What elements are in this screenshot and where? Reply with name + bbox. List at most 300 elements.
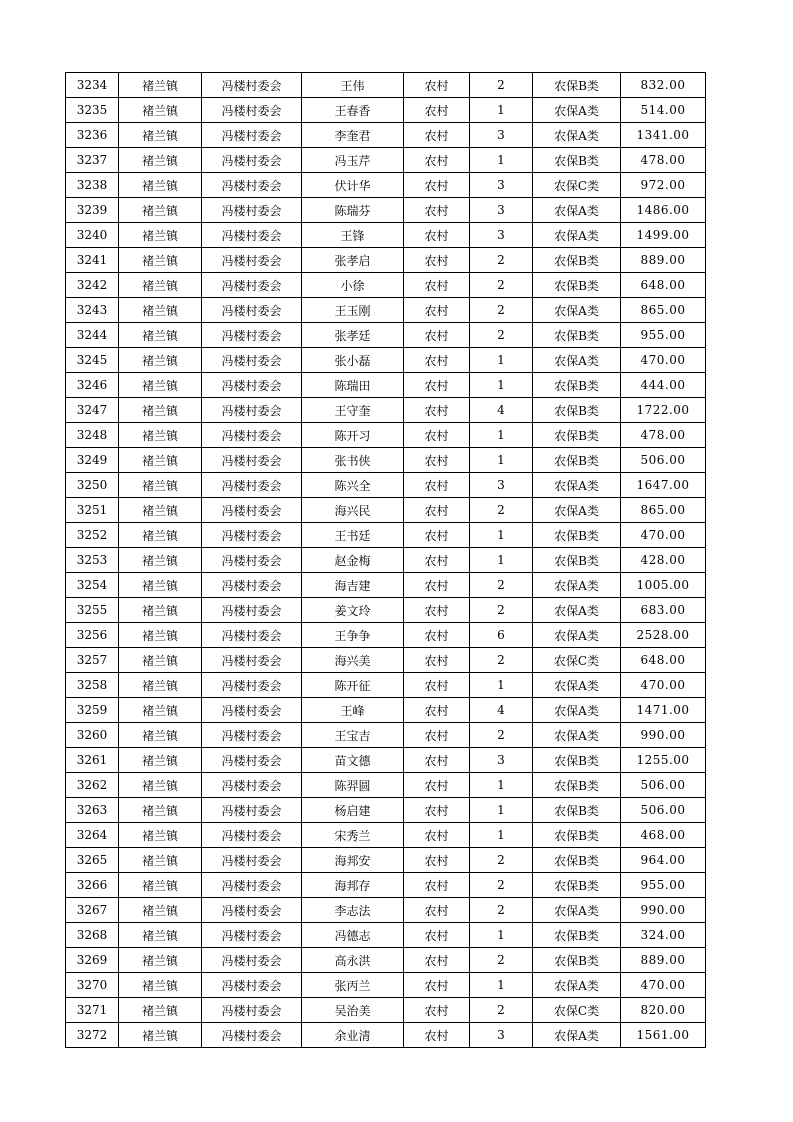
cell-amount: 1255.00 — [621, 748, 706, 773]
cell-town: 褚兰镇 — [119, 423, 202, 448]
cell-town: 褚兰镇 — [119, 73, 202, 98]
cell-amount: 444.00 — [621, 373, 706, 398]
cell-id: 3243 — [66, 298, 119, 323]
cell-name: 海兴民 — [302, 498, 404, 523]
cell-town: 褚兰镇 — [119, 448, 202, 473]
cell-id: 3262 — [66, 773, 119, 798]
cell-name: 苗文德 — [302, 748, 404, 773]
table-row — [66, 598, 706, 623]
cell-town: 褚兰镇 — [119, 948, 202, 973]
cell-committee: 冯楼村委会 — [202, 673, 302, 698]
cell-town: 褚兰镇 — [119, 873, 202, 898]
cell-name: 张孝启 — [302, 248, 404, 273]
cell-type: 农村 — [404, 498, 470, 523]
cell-name: 陈开征 — [302, 673, 404, 698]
cell-type: 农村 — [404, 848, 470, 873]
table-row — [66, 923, 706, 948]
cell-committee: 冯楼村委会 — [202, 823, 302, 848]
cell-category: 农保A类 — [533, 1023, 621, 1048]
cell-committee: 冯楼村委会 — [202, 323, 302, 348]
cell-category: 农保A类 — [533, 573, 621, 598]
cell-count: 2 — [470, 948, 533, 973]
table-row — [66, 973, 706, 998]
cell-category: 农保C类 — [533, 648, 621, 673]
cell-type: 农村 — [404, 473, 470, 498]
cell-committee: 冯楼村委会 — [202, 248, 302, 273]
cell-amount: 990.00 — [621, 898, 706, 923]
cell-id: 3259 — [66, 698, 119, 723]
cell-committee: 冯楼村委会 — [202, 573, 302, 598]
cell-id: 3255 — [66, 598, 119, 623]
cell-name: 王宝吉 — [302, 723, 404, 748]
cell-town: 褚兰镇 — [119, 998, 202, 1023]
cell-name: 小徐 — [302, 273, 404, 298]
cell-id: 3270 — [66, 973, 119, 998]
cell-committee: 冯楼村委会 — [202, 648, 302, 673]
cell-amount: 955.00 — [621, 873, 706, 898]
cell-category: 农保A类 — [533, 223, 621, 248]
cell-count: 2 — [470, 323, 533, 348]
table-row — [66, 523, 706, 548]
cell-town: 褚兰镇 — [119, 823, 202, 848]
cell-name: 冯德志 — [302, 923, 404, 948]
cell-type: 农村 — [404, 98, 470, 123]
cell-count: 2 — [470, 648, 533, 673]
cell-category: 农保B类 — [533, 823, 621, 848]
cell-amount: 470.00 — [621, 673, 706, 698]
cell-town: 褚兰镇 — [119, 523, 202, 548]
cell-amount: 865.00 — [621, 498, 706, 523]
cell-id: 3267 — [66, 898, 119, 923]
table-row — [66, 873, 706, 898]
cell-count: 3 — [470, 198, 533, 223]
cell-type: 农村 — [404, 373, 470, 398]
cell-name: 王峰 — [302, 698, 404, 723]
table-row — [66, 823, 706, 848]
cell-type: 农村 — [404, 148, 470, 173]
cell-category: 农保B类 — [533, 748, 621, 773]
cell-type: 农村 — [404, 723, 470, 748]
cell-committee: 冯楼村委会 — [202, 173, 302, 198]
cell-id: 3253 — [66, 548, 119, 573]
cell-id: 3256 — [66, 623, 119, 648]
cell-count: 2 — [470, 898, 533, 923]
cell-id: 3266 — [66, 873, 119, 898]
cell-town: 褚兰镇 — [119, 98, 202, 123]
cell-type: 农村 — [404, 898, 470, 923]
cell-count: 2 — [470, 723, 533, 748]
cell-id: 3246 — [66, 373, 119, 398]
cell-type: 农村 — [404, 973, 470, 998]
cell-type: 农村 — [404, 798, 470, 823]
cell-town: 褚兰镇 — [119, 848, 202, 873]
cell-name: 张孝廷 — [302, 323, 404, 348]
cell-type: 农村 — [404, 948, 470, 973]
table-row — [66, 248, 706, 273]
cell-committee: 冯楼村委会 — [202, 73, 302, 98]
cell-committee: 冯楼村委会 — [202, 748, 302, 773]
cell-category: 农保B类 — [533, 373, 621, 398]
cell-id: 3271 — [66, 998, 119, 1023]
cell-count: 4 — [470, 698, 533, 723]
cell-amount: 1722.00 — [621, 398, 706, 423]
cell-type: 农村 — [404, 673, 470, 698]
cell-committee: 冯楼村委会 — [202, 348, 302, 373]
cell-name: 宋秀兰 — [302, 823, 404, 848]
cell-id: 3242 — [66, 273, 119, 298]
cell-name: 陈瑞芬 — [302, 198, 404, 223]
cell-committee: 冯楼村委会 — [202, 498, 302, 523]
cell-id: 3263 — [66, 798, 119, 823]
cell-type: 农村 — [404, 1023, 470, 1048]
cell-name: 海邦存 — [302, 873, 404, 898]
cell-id: 3268 — [66, 923, 119, 948]
cell-committee: 冯楼村委会 — [202, 123, 302, 148]
cell-type: 农村 — [404, 823, 470, 848]
cell-town: 褚兰镇 — [119, 723, 202, 748]
cell-count: 3 — [470, 223, 533, 248]
table-row — [66, 273, 706, 298]
table-row — [66, 898, 706, 923]
cell-committee: 冯楼村委会 — [202, 398, 302, 423]
table-row — [66, 348, 706, 373]
cell-category: 农保A类 — [533, 498, 621, 523]
cell-id: 3272 — [66, 1023, 119, 1048]
cell-town: 褚兰镇 — [119, 173, 202, 198]
cell-town: 褚兰镇 — [119, 398, 202, 423]
cell-category: 农保B类 — [533, 273, 621, 298]
cell-amount: 506.00 — [621, 773, 706, 798]
cell-count: 3 — [470, 1023, 533, 1048]
cell-id: 3264 — [66, 823, 119, 848]
cell-type: 农村 — [404, 623, 470, 648]
cell-name: 王玉刚 — [302, 298, 404, 323]
cell-category: 农保A类 — [533, 898, 621, 923]
cell-committee: 冯楼村委会 — [202, 548, 302, 573]
table-row — [66, 948, 706, 973]
table-row — [66, 123, 706, 148]
cell-amount: 964.00 — [621, 848, 706, 873]
table-row — [66, 648, 706, 673]
cell-committee: 冯楼村委会 — [202, 448, 302, 473]
cell-town: 褚兰镇 — [119, 623, 202, 648]
cell-town: 褚兰镇 — [119, 898, 202, 923]
cell-id: 3265 — [66, 848, 119, 873]
table-row — [66, 673, 706, 698]
cell-count: 1 — [470, 923, 533, 948]
cell-amount: 648.00 — [621, 648, 706, 673]
table-row — [66, 448, 706, 473]
table-row — [66, 73, 706, 98]
cell-category: 农保A类 — [533, 598, 621, 623]
cell-town: 褚兰镇 — [119, 223, 202, 248]
cell-town: 褚兰镇 — [119, 298, 202, 323]
cell-committee: 冯楼村委会 — [202, 298, 302, 323]
cell-amount: 889.00 — [621, 248, 706, 273]
cell-amount: 955.00 — [621, 323, 706, 348]
cell-id: 3238 — [66, 173, 119, 198]
cell-committee: 冯楼村委会 — [202, 423, 302, 448]
cell-count: 3 — [470, 173, 533, 198]
cell-amount: 1561.00 — [621, 1023, 706, 1048]
table-row — [66, 573, 706, 598]
cell-category: 农保A类 — [533, 348, 621, 373]
table-row — [66, 723, 706, 748]
cell-name: 陈开习 — [302, 423, 404, 448]
table-row — [66, 623, 706, 648]
cell-type: 农村 — [404, 698, 470, 723]
cell-name: 王争争 — [302, 623, 404, 648]
cell-name: 余业清 — [302, 1023, 404, 1048]
table-row — [66, 423, 706, 448]
cell-name: 赵金梅 — [302, 548, 404, 573]
table-row — [66, 98, 706, 123]
cell-count: 2 — [470, 873, 533, 898]
cell-town: 褚兰镇 — [119, 698, 202, 723]
cell-id: 3251 — [66, 498, 119, 523]
cell-name: 李奎君 — [302, 123, 404, 148]
cell-name: 王书廷 — [302, 523, 404, 548]
cell-town: 褚兰镇 — [119, 748, 202, 773]
cell-town: 褚兰镇 — [119, 323, 202, 348]
cell-town: 褚兰镇 — [119, 498, 202, 523]
cell-count: 2 — [470, 573, 533, 598]
cell-category: 农保A类 — [533, 673, 621, 698]
table-row — [66, 498, 706, 523]
cell-id: 3239 — [66, 198, 119, 223]
cell-amount: 468.00 — [621, 823, 706, 848]
cell-category: 农保B类 — [533, 923, 621, 948]
cell-category: 农保A类 — [533, 623, 621, 648]
cell-category: 农保A类 — [533, 123, 621, 148]
cell-category: 农保B类 — [533, 73, 621, 98]
cell-type: 农村 — [404, 173, 470, 198]
cell-amount: 889.00 — [621, 948, 706, 973]
cell-name: 王春香 — [302, 98, 404, 123]
cell-amount: 470.00 — [621, 523, 706, 548]
cell-count: 1 — [470, 423, 533, 448]
cell-type: 农村 — [404, 648, 470, 673]
cell-id: 3244 — [66, 323, 119, 348]
cell-committee: 冯楼村委会 — [202, 773, 302, 798]
cell-committee: 冯楼村委会 — [202, 998, 302, 1023]
cell-category: 农保A类 — [533, 298, 621, 323]
cell-amount: 324.00 — [621, 923, 706, 948]
cell-category: 农保A类 — [533, 723, 621, 748]
cell-committee: 冯楼村委会 — [202, 98, 302, 123]
cell-name: 海邦安 — [302, 848, 404, 873]
table-row — [66, 473, 706, 498]
cell-committee: 冯楼村委会 — [202, 1023, 302, 1048]
cell-count: 2 — [470, 298, 533, 323]
cell-committee: 冯楼村委会 — [202, 623, 302, 648]
cell-name: 张小磊 — [302, 348, 404, 373]
cell-amount: 428.00 — [621, 548, 706, 573]
cell-name: 张丙兰 — [302, 973, 404, 998]
cell-type: 农村 — [404, 398, 470, 423]
cell-id: 3235 — [66, 98, 119, 123]
cell-town: 褚兰镇 — [119, 148, 202, 173]
cell-count: 1 — [470, 798, 533, 823]
cell-committee: 冯楼村委会 — [202, 223, 302, 248]
cell-town: 褚兰镇 — [119, 473, 202, 498]
cell-name: 海吉建 — [302, 573, 404, 598]
cell-category: 农保A类 — [533, 198, 621, 223]
cell-id: 3258 — [66, 673, 119, 698]
cell-town: 褚兰镇 — [119, 123, 202, 148]
table-row — [66, 198, 706, 223]
cell-town: 褚兰镇 — [119, 273, 202, 298]
cell-committee: 冯楼村委会 — [202, 598, 302, 623]
cell-amount: 478.00 — [621, 423, 706, 448]
cell-count: 2 — [470, 998, 533, 1023]
cell-town: 褚兰镇 — [119, 348, 202, 373]
cell-type: 农村 — [404, 598, 470, 623]
cell-town: 褚兰镇 — [119, 548, 202, 573]
cell-type: 农村 — [404, 198, 470, 223]
cell-name: 李志法 — [302, 898, 404, 923]
cell-id: 3237 — [66, 148, 119, 173]
cell-category: 农保B类 — [533, 448, 621, 473]
cell-amount: 820.00 — [621, 998, 706, 1023]
cell-count: 2 — [470, 73, 533, 98]
cell-amount: 832.00 — [621, 73, 706, 98]
cell-count: 1 — [470, 823, 533, 848]
table-row — [66, 148, 706, 173]
cell-name: 陈瑞田 — [302, 373, 404, 398]
cell-count: 4 — [470, 398, 533, 423]
cell-amount: 506.00 — [621, 448, 706, 473]
cell-id: 3249 — [66, 448, 119, 473]
cell-count: 2 — [470, 598, 533, 623]
cell-type: 农村 — [404, 273, 470, 298]
cell-id: 3245 — [66, 348, 119, 373]
cell-count: 2 — [470, 248, 533, 273]
cell-committee: 冯楼村委会 — [202, 148, 302, 173]
cell-amount: 514.00 — [621, 98, 706, 123]
table-row — [66, 748, 706, 773]
table-row — [66, 698, 706, 723]
cell-amount: 865.00 — [621, 298, 706, 323]
cell-town: 褚兰镇 — [119, 248, 202, 273]
cell-amount: 1647.00 — [621, 473, 706, 498]
cell-category: 农保B类 — [533, 523, 621, 548]
cell-amount: 683.00 — [621, 598, 706, 623]
cell-id: 3257 — [66, 648, 119, 673]
cell-count: 1 — [470, 348, 533, 373]
cell-committee: 冯楼村委会 — [202, 373, 302, 398]
cell-type: 农村 — [404, 323, 470, 348]
cell-amount: 648.00 — [621, 273, 706, 298]
cell-category: 农保B类 — [533, 423, 621, 448]
cell-town: 褚兰镇 — [119, 573, 202, 598]
cell-id: 3260 — [66, 723, 119, 748]
cell-amount: 1005.00 — [621, 573, 706, 598]
cell-category: 农保B类 — [533, 798, 621, 823]
cell-town: 褚兰镇 — [119, 648, 202, 673]
table-row — [66, 848, 706, 873]
cell-category: 农保A类 — [533, 698, 621, 723]
cell-town: 褚兰镇 — [119, 598, 202, 623]
cell-amount: 2528.00 — [621, 623, 706, 648]
table-row — [66, 373, 706, 398]
cell-committee: 冯楼村委会 — [202, 848, 302, 873]
cell-count: 1 — [470, 973, 533, 998]
cell-count: 3 — [470, 748, 533, 773]
cell-id: 3261 — [66, 748, 119, 773]
cell-town: 褚兰镇 — [119, 798, 202, 823]
cell-category: 农保B类 — [533, 323, 621, 348]
table-body — [66, 73, 706, 1048]
cell-amount: 972.00 — [621, 173, 706, 198]
cell-count: 1 — [470, 773, 533, 798]
cell-id: 3269 — [66, 948, 119, 973]
cell-id: 3236 — [66, 123, 119, 148]
cell-name: 姜文玲 — [302, 598, 404, 623]
cell-name: 海兴美 — [302, 648, 404, 673]
cell-id: 3252 — [66, 523, 119, 548]
cell-count: 6 — [470, 623, 533, 648]
cell-count: 1 — [470, 148, 533, 173]
cell-name: 王守奎 — [302, 398, 404, 423]
cell-type: 农村 — [404, 998, 470, 1023]
cell-category: 农保A类 — [533, 973, 621, 998]
cell-town: 褚兰镇 — [119, 923, 202, 948]
cell-type: 农村 — [404, 223, 470, 248]
cell-committee: 冯楼村委会 — [202, 973, 302, 998]
cell-category: 农保B类 — [533, 773, 621, 798]
cell-committee: 冯楼村委会 — [202, 923, 302, 948]
cell-type: 农村 — [404, 923, 470, 948]
cell-type: 农村 — [404, 123, 470, 148]
cell-type: 农村 — [404, 748, 470, 773]
cell-amount: 1486.00 — [621, 198, 706, 223]
cell-type: 农村 — [404, 348, 470, 373]
cell-type: 农村 — [404, 423, 470, 448]
table-row — [66, 323, 706, 348]
cell-category: 农保B类 — [533, 248, 621, 273]
cell-type: 农村 — [404, 298, 470, 323]
cell-category: 农保C类 — [533, 998, 621, 1023]
cell-town: 褚兰镇 — [119, 773, 202, 798]
cell-category: 农保C类 — [533, 173, 621, 198]
cell-amount: 470.00 — [621, 973, 706, 998]
cell-id: 3240 — [66, 223, 119, 248]
cell-committee: 冯楼村委会 — [202, 723, 302, 748]
cell-category: 农保A类 — [533, 473, 621, 498]
cell-type: 农村 — [404, 523, 470, 548]
cell-name: 杨启建 — [302, 798, 404, 823]
cell-committee: 冯楼村委会 — [202, 898, 302, 923]
cell-category: 农保B类 — [533, 948, 621, 973]
cell-committee: 冯楼村委会 — [202, 523, 302, 548]
cell-count: 3 — [470, 473, 533, 498]
cell-committee: 冯楼村委会 — [202, 473, 302, 498]
cell-id: 3250 — [66, 473, 119, 498]
cell-count: 2 — [470, 273, 533, 298]
cell-id: 3247 — [66, 398, 119, 423]
cell-amount: 990.00 — [621, 723, 706, 748]
cell-category: 农保B类 — [533, 548, 621, 573]
cell-amount: 1341.00 — [621, 123, 706, 148]
cell-type: 农村 — [404, 73, 470, 98]
cell-town: 褚兰镇 — [119, 1023, 202, 1048]
cell-name: 陈兴全 — [302, 473, 404, 498]
cell-category: 农保A类 — [533, 98, 621, 123]
cell-type: 农村 — [404, 773, 470, 798]
cell-amount: 478.00 — [621, 148, 706, 173]
table-row — [66, 1023, 706, 1048]
